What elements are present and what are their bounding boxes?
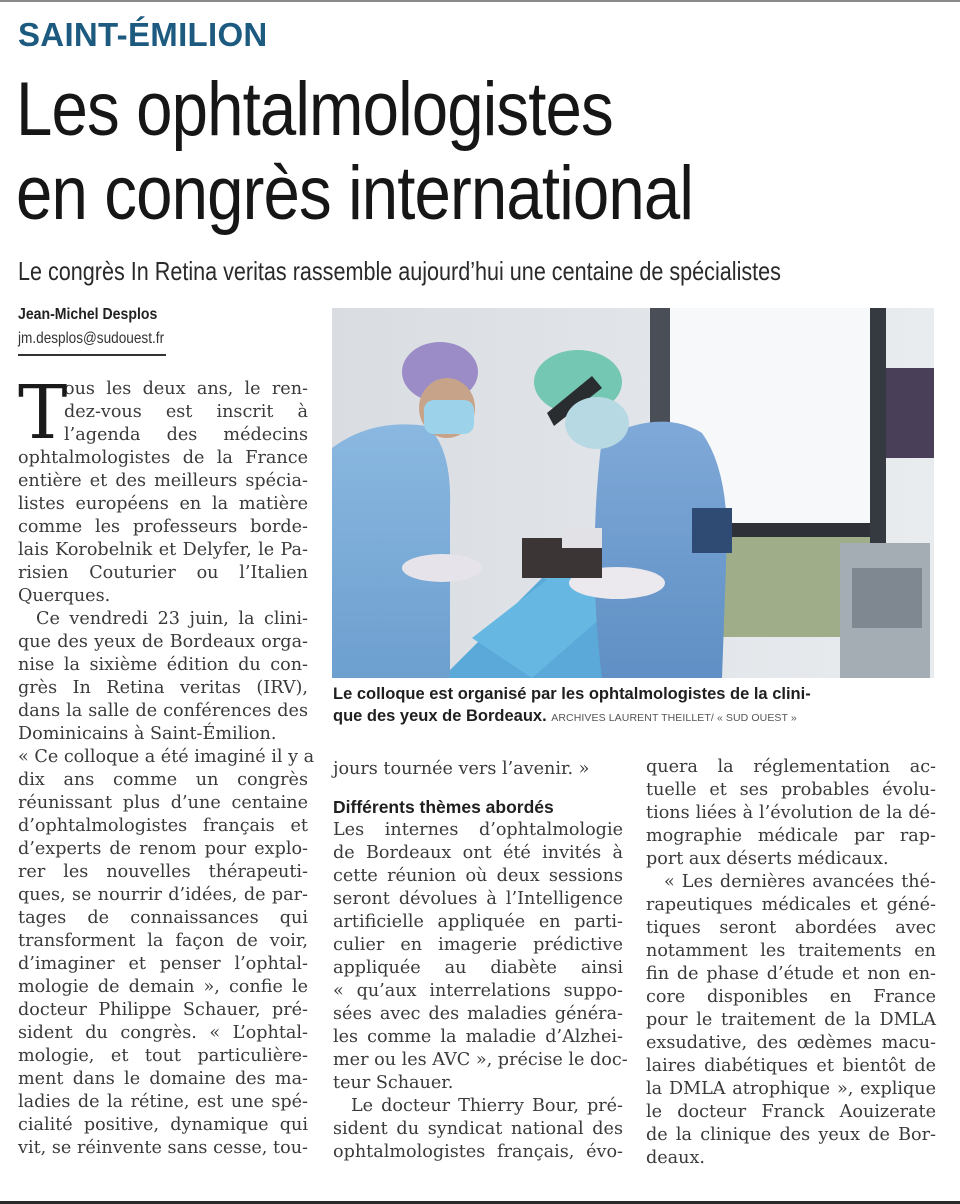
text-line: mologie, et tout particulière- <box>18 1046 308 1066</box>
headline-line-2: en congrès international <box>16 151 694 236</box>
photo-caption <box>333 683 943 729</box>
article-column-2 <box>333 758 628 1164</box>
text-line: seront dévolues à l’Intelligence <box>333 889 623 909</box>
text-line: d’experts de renom pour explo- <box>18 839 308 859</box>
text-line: tuelle et ses probables évolu- <box>646 780 936 800</box>
text-line: appliquée au diabète ainsi <box>333 958 623 978</box>
text-line: comme les professeurs borde- <box>18 517 308 537</box>
text-line: lais Korobelnik et Delyfer, le Pa- <box>18 540 308 560</box>
section-kicker: SAINT-ÉMILION <box>18 16 268 53</box>
text-line: l’agenda des médecins <box>64 425 308 445</box>
text-line: dans la salle de conférences des <box>18 701 308 721</box>
author-email[interactable]: jm.desplos@sudouest.fr <box>18 330 165 347</box>
text-line: core disponibles en France <box>646 987 936 1007</box>
text-line: docteur Philippe Schauer, pré- <box>18 1000 308 1020</box>
text-line: réunissant plus d’une centaine <box>18 793 308 813</box>
text-line: sident du syndicat national des <box>333 1119 623 1139</box>
text-line: tiques seront abordées avec <box>646 918 936 938</box>
text-line: port aux déserts médicaux. <box>646 849 889 869</box>
caption-text: que des yeux de Bordeaux. <box>333 707 547 725</box>
text-line: mographie médicale par rap- <box>646 826 936 846</box>
text-line: quera la réglementation ac- <box>646 757 936 777</box>
author-name: Jean-Michel Desplos <box>18 306 158 323</box>
text-line: pour le traitement de la DMLA <box>646 1010 936 1030</box>
text-line: Les internes d’ophtalmologie <box>333 820 623 840</box>
surgery-photo-illustration <box>332 308 934 678</box>
text-line: Querques. <box>18 586 111 606</box>
text-line: cette réunion où deux sessions <box>333 866 623 886</box>
article-column-3 <box>646 756 936 1170</box>
text-line: tions liées à l’évolution de la dé- <box>646 803 936 823</box>
text-line: ophtalmologistes français, évo- <box>333 1142 623 1162</box>
byline <box>18 306 308 356</box>
text-line: notamment les traitements en <box>646 941 936 961</box>
article-column-1 <box>18 370 315 1160</box>
top-rule <box>0 0 960 2</box>
text-line: grès In Retina veritas (IRV), <box>18 678 308 698</box>
text-line: laires diabétiques et bientôt de <box>646 1056 936 1076</box>
dropcap-block <box>18 370 308 456</box>
text-line: vit, se réinvente sans cesse, tou- <box>18 1138 308 1158</box>
text-line: ous les deux ans, le ren- <box>64 379 308 399</box>
text-line: exsudative, des œdèmes macu- <box>646 1033 936 1053</box>
article-photo <box>332 308 934 678</box>
text-line: artificielle appliquée en parti- <box>333 912 623 932</box>
text-line: « Ce colloque a été imaginé il y a <box>18 747 315 767</box>
text-line: la DMLA atrophique », explique <box>646 1079 936 1099</box>
text-line: nise la sixième édition du con- <box>18 655 308 675</box>
text-line: de Bordeaux ont été invités à <box>333 843 623 863</box>
text-line: les comme la maladie d’Alzhei- <box>333 1027 623 1047</box>
text-line: sident du congrès. « L’ophtal- <box>18 1023 308 1043</box>
text-line: mologie de demain », confie le <box>18 977 308 997</box>
standfirst: Le congrès In Retina veritas rassemble aujourd’hui une centaine de spécialistes <box>18 256 781 286</box>
text-line: d’ophtalmologistes français et <box>18 816 308 836</box>
text-line: mer ou les AVC », précise le doc- <box>333 1050 628 1070</box>
text-line: deaux. <box>646 1148 706 1168</box>
dropcap-letter: T <box>18 370 68 456</box>
text-line: d’imaginer et penser l’ophtal- <box>18 954 308 974</box>
text-line: que des yeux de Bordeaux orga- <box>18 632 308 652</box>
caption-line-1: Le colloque est organisé par les ophtalmologistes de la clini- <box>333 685 811 703</box>
text-line: transforment la façon de voir, <box>18 931 308 951</box>
text-line: « Les dernières avancées thé- <box>664 872 936 892</box>
headline-line-1: Les ophtalmologistes <box>16 67 613 152</box>
text-line: ment dans le domaine des ma- <box>18 1069 308 1089</box>
text-line: entière et des meilleurs spécia- <box>18 471 308 491</box>
subhead: Différents thèmes abordés <box>333 797 554 817</box>
text-line: rapeutiques médicales et géné- <box>646 895 936 915</box>
text-line: dix ans comme un congrès <box>18 770 308 790</box>
text-line: cialité positive, dynamique qui <box>18 1115 308 1135</box>
text-line: Ce vendredi 23 juin, la clini- <box>36 609 308 629</box>
text-line: tages de connaissances qui <box>18 908 308 928</box>
text-line: Dominicains à Saint-Émilion. <box>18 724 277 744</box>
caption-line-2 <box>333 705 943 729</box>
headline <box>16 68 824 236</box>
text-line: dez-vous est inscrit à <box>64 402 308 422</box>
text-line: teur Schauer. <box>333 1073 454 1093</box>
text-line: ladies de la rétine, est une spé- <box>18 1092 308 1112</box>
text-line: jours tournée vers l’avenir. » <box>333 759 590 779</box>
text-line: culier en imagerie prédictive <box>333 935 623 955</box>
photo-credit: ARCHIVES LAURENT THEILLET/ « SUD OUEST » <box>551 712 797 724</box>
text-line: ques, se nourrir d’idées, de par- <box>18 885 308 905</box>
byline-rule <box>18 354 166 356</box>
text-line: risien Couturier ou l’Italien <box>18 563 308 583</box>
text-line: le docteur Franck Aouizerate <box>646 1102 936 1122</box>
text-line: « qu’aux interrelations suppo- <box>333 981 623 1001</box>
text-line: listes européens en la matière <box>18 494 308 514</box>
text-line: sées avec des maladies généra- <box>333 1004 623 1024</box>
text-line: de la clinique des yeux de Bor- <box>646 1125 936 1145</box>
text-line: rer les nouvelles thérapeuti- <box>18 862 308 882</box>
text-line: ophtalmologistes de la France <box>18 448 308 468</box>
text-line: Le docteur Thierry Bour, pré- <box>351 1096 623 1116</box>
text-line: fin de phase d’étude et non en- <box>646 964 936 984</box>
